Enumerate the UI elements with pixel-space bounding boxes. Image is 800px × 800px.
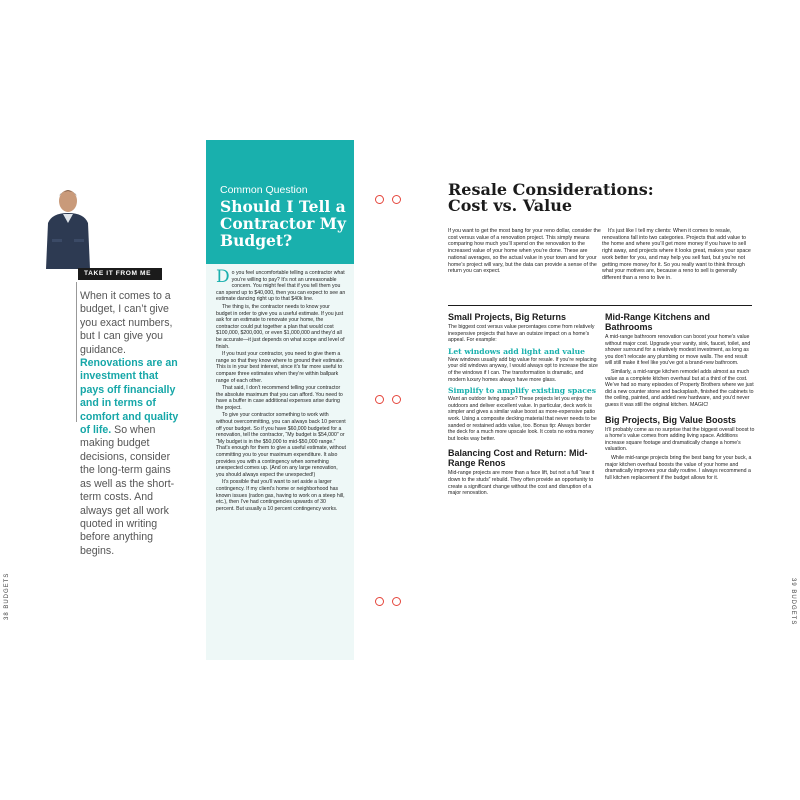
gutter-ring-icon <box>375 395 384 404</box>
subheading-windows: Let windows add light and value <box>448 346 585 356</box>
gutter-ring-icon <box>392 395 401 404</box>
pull-quote <box>80 290 180 558</box>
author-portrait-icon <box>38 183 98 269</box>
sidebar-text <box>216 267 346 513</box>
paragraph: The biggest cost versus value percentages come from relatively inexpensive projects that have an outsize impact on a home’s appeal. For example: <box>448 324 595 344</box>
drop-cap: D <box>216 267 230 287</box>
sidebar-paragraph: If you trust your contractor, you need to give them a range so that they know where to ground their estimate. This is in your best interest, since it’s far more useful to compare three estimates when they’re within ballpark range of each other. <box>216 351 345 384</box>
intro-left <box>448 228 603 276</box>
paragraph: Mid-range projects are more than a face lift, but not a full “tear it down to the studs” rebuild. They often provide an opportunity to create a significant change without the cost and disruption of a major renovation. <box>448 470 595 497</box>
intro-paragraph: It’s just like I tell my clients: When it comes to resale, renovations fall into two categories. Projects that add value to the home and where you’ll get more money if you have to sell right away, and projects where it looks great, makes your space work better for you, and may help you sell fast, but you’re not getting more money for it. So you really want to think through what your motives are, because a reno to sell is generally different than a reno to live in. <box>602 228 751 281</box>
column-right <box>605 312 755 483</box>
gutter-ring-icon <box>392 597 401 606</box>
sidebar-title: Should I Tell a Contractor My Budget? <box>220 197 346 250</box>
paragraph: New windows usually add big value for resale. If you’re replacing your old windows anyway, I would always opt to increase the size of the windows if I can. The transformation is dramatic, and modern luxury homes always have more glass. <box>448 356 598 383</box>
paragraph: It’ll probably come as no surprise that the biggest overall boost to a home’s value comes from adding living space. Additions increase square footage and dramatically change a home’s valuation. <box>605 426 755 453</box>
heading-balancing: Balancing Cost and Return: Mid-Range Renos <box>448 448 588 469</box>
column-left <box>448 312 598 499</box>
author-photo <box>38 183 98 269</box>
gutter-ring-icon <box>375 195 384 204</box>
sidebar-paragraph: It’s possible that you’ll want to set aside a larger contingency. If my client’s home or neighborhood has known issues (radon gas, having to work on a steep hill, etc.), then I’ve had contingencies upwards of 30 percent. But usually a 10 percent contingency works. <box>216 479 345 512</box>
paragraph: While mid-range projects bring the best bang for your buck, a major kitchen overhaul boosts the value of your home and dramatically improves your daily routine. I always recommend a full kitchen replacement if the budget allows for it. <box>605 454 752 481</box>
intro-paragraph: If you want to get the most bang for your reno dollar, consider the cost versus value of a renovation project. This simply means comparing how much you’ll spend on the renovation to the increased value of your home when you’re done. These are national averages, so the actual value in your town and for your home’s project will vary, but the data can provide a sense of the return you can expect. <box>448 228 601 275</box>
paragraph: Similarly, a mid-range kitchen remodel adds almost as much value as a complete kitchen overhaul but at a third of the cost. We’ve had so many episodes of Property Brothers where we just did a new counter stone and backsplash, finished the cabinets to the ceiling, painted, and added new hardware, and you’d never guess it was still the original kitchen. MAGIC! <box>605 368 754 408</box>
sidebar-paragraph: That said, I don’t recommend telling your contractor the absolute maximum that you can afford. You need to have a buffer in case additional expenses arise during the project. <box>216 385 343 411</box>
quote-divider <box>76 282 77 422</box>
gutter-ring-icon <box>375 597 384 606</box>
sidebar-label: Common Question <box>220 184 308 196</box>
heading-kitchens: Mid-Range Kitchens and Bathrooms <box>605 312 711 332</box>
quote-highlight: Renovations are an investment that pays off financially and in terms of comfort and quality of life. <box>80 357 179 437</box>
sidebar-paragraph: To give your contractor something to work with without overcommitting, you can always back 10 percent off your budget. So if you have $60,000 budgeted for a renovation, tell the contractor, “My budget is $54,000” or “My budget is in the $50,000 to mid-$50,000 range.” That’s enough for them to give a useful estimate, without committing you to your maximum expenditure. It also provides you with a contingency when something unexpected comes up. (And on any large renovation, you should always expect the unexpected!) <box>216 412 346 478</box>
gutter-ring-icon <box>392 195 401 204</box>
quote-text-1: When it comes to a budget, I can’t give you exact numbers, but I can give you guidance. <box>80 290 173 356</box>
intro-right <box>602 228 752 283</box>
page-title-line-1: Resale Considerations: <box>448 180 654 199</box>
left-folio: 38 BUDGETS <box>4 572 10 620</box>
heading-small-projects: Small Projects, Big Returns <box>448 312 567 322</box>
heading-big-projects: Big Projects, Big Value Boosts <box>605 414 737 425</box>
page-title-line-2: Cost vs. Value <box>448 196 573 215</box>
take-it-from-me-tag: TAKE IT FROM ME <box>78 268 162 280</box>
sidebar-paragraph: The thing is, the contractor needs to know your budget in order to give you a useful estimate. If you just ask for an estimate to renovate your home, the contractor could put together a plan that would cost $100,000, $200,000, or even $1,000,000 and they’d all be accurate—it just depends on what scope and level of finish. <box>216 303 345 350</box>
subheading-simplify: Simplify to amplify existing spaces <box>448 386 597 396</box>
paragraph: A mid-range bathroom renovation can boost your home’s value without major cost. Upgrade your vanity, sink, faucet, toilet, and shower surround for a relatively modest investment, as long as you don’t relocate any plumbing or move walls. The end result will still make it feel like you’ve got a brand-new bathroom. <box>605 334 751 367</box>
page-title <box>448 182 748 214</box>
sidebar-paragraph: o you feel uncomfortable telling a contractor what you’re willing to pay? It’s not an unreasonable concern. You might feel that if you tell them you can spend up to $40,000, then you can expect to see an estimate dancing right up to that $40k line. <box>216 270 346 303</box>
paragraph: Want an outdoor living space? These projects let you enjoy the outdoors and deliver excellent value. In particular, deck work is simpler and gives a similar value boost as more-expensive patio work. Using a composite decking material that never needs to be sanded or restained adds value, too. Bonus tip: Always border the deck for a much more upscale look. It costs no extra money but looks way better. <box>448 396 597 442</box>
right-folio: 39 BUDGETS <box>790 578 796 626</box>
quote-text-2: So when making budget decisions, consider the long-term gains as well as the short-term costs. And always get all work quoted in writing before anything begins. <box>80 424 175 557</box>
section-rule <box>448 305 752 306</box>
